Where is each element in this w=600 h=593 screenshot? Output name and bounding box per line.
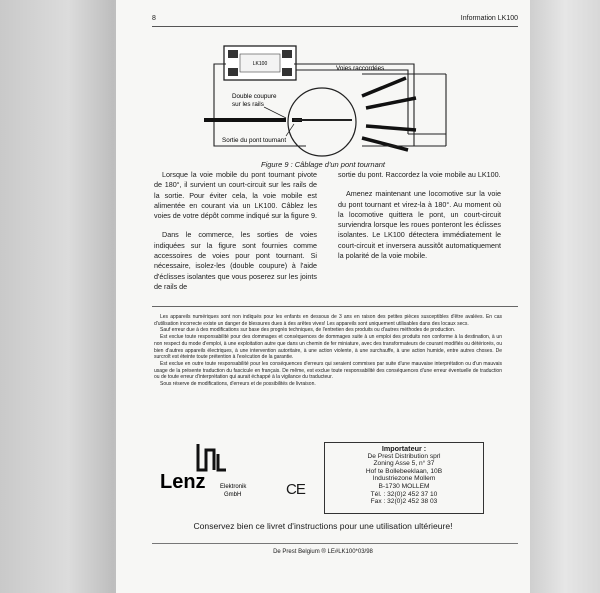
legal-note: Est exclue toute responsabilité pour des dommages et conséquences de dommages suite à un emploi des produits non conforme à la destination, à un non respect du mode d'emploi, à une exploitation autre que dans un chemin de fer miniature, avec des transformateurs de courant modifiés ou détériorés, ou bien d'autres appareils électriques, à une intervention autoritaire, à une action violente, à une surchauffe, à une action humide, entre autres choses. De surcroît est éteinte toute prétention à l'exécution de la garantie. (154, 334, 502, 361)
body-paragraph: Amenez maintenant une locomotive sur la voie du pont tournant et virez-la à 180°. Au moment où la locomotive quittera le pont, un court-circuit surviendra lorsque les roues ponteront les éclisses isolantes. Le LK100 détectera immédiatement le court-circuit et inversera aussitôt automatiquement la polarité de la voie mobile. (338, 189, 501, 261)
lenz-logo (158, 442, 258, 502)
label-double-gap: Double coupure (232, 93, 277, 100)
module-label: LK100 (252, 61, 268, 67)
body-paragraph: Dans le commerce, les sorties de voies indiquées sur la figure sont fournies comme accessoires de voies pour pont tournant. Si nécessaire, isolez-les (double coupure) à l'aide d'éclisses isolantes que vous poserez sur les joints de rails de (154, 230, 317, 291)
figure-caption: Figure 9 : Câblage d'un pont tournant (260, 160, 386, 169)
keep-notice: Conservez bien ce livret d'instructions pour une utilisation ultérieure! (193, 521, 453, 531)
logo-brand: Lenz (160, 471, 206, 493)
body-column-left (154, 170, 318, 291)
importer-line: Hof te Bollebeeklaan, 10B (365, 467, 443, 475)
footer-text: De Prest Belgium ® LE#LK100*03/98 (273, 549, 373, 555)
body-paragraph: sortie du pont. Raccordez la voie mobile au LK100. (338, 170, 501, 179)
section-rule (152, 306, 518, 307)
body-paragraph: Lorsque la voie mobile du pont tournant pivote de 180°, il survient un court-circuit sur les rails de la sortie. Pour éviter cela, la voie mobile est alimentée en courant via un LK100. Câblez les voies de votre dépôt comme indiqué sur la figure 9. (154, 170, 318, 221)
importer-box (324, 442, 484, 514)
document-page (116, 0, 530, 593)
importer-title: Importateur : (381, 444, 427, 453)
legal-note: Sauf erreur due à des modifications sur base des progrès techniques, de l'entretien des produits ou d'autres méthodes de production. (160, 327, 456, 334)
importer-line: Zoning Asse 5, n° 37 (373, 460, 435, 468)
scan-margin-left (0, 0, 114, 593)
scan-margin-right (530, 0, 600, 593)
ce-mark: CE (286, 481, 305, 498)
label-exit: Sortie du pont tournant (222, 137, 287, 144)
header-title: Information LK100 (460, 15, 518, 22)
header-rule (152, 26, 518, 27)
legal-notes (154, 314, 502, 388)
label-connected: Voies raccordées (336, 65, 385, 72)
logo-line2: GmbH (224, 492, 242, 498)
body-column-right (338, 170, 501, 270)
legal-note: Est exclue en outre toute responsabilité pour les conséquences d'erreurs qui seraient commises par suite d'une mauvaise interprétation ou d'un mauvais usage de la présente traduction du fascicule en français. De même, est exclue toute responsabilité des conséquences d'une erreur éventuelle de traduction ou de toute erreur d'interprétation qui aurait échappé à la vigilance du traducteur. (154, 360, 502, 381)
turntable-wiring-figure (116, 34, 530, 164)
footer-rule (152, 543, 518, 544)
legal-note: Les appareils numériques sont non indiqués pour les enfants en dessous de 3 ans en raison des petites pièces susceptibles d'être avalées. En cas d'utilisation incorrecte existe un danger de blessures dues à des arêtes vives! Les appareils sont uniquement utilisables dans des locaux secs. (154, 314, 502, 327)
importer-line: De Prest Distribution sprl (367, 452, 441, 460)
logo-line1: Elektronik (220, 484, 247, 490)
page-number: 8 (152, 15, 156, 22)
importer-line: B-1730 MOLLEM (378, 482, 430, 490)
legal-note: Sous réserve de modifications, d'erreurs et de possibilités de livraison. (160, 381, 316, 388)
importer-line: Fax : 32(0)2 452 38 03 (370, 498, 438, 506)
importer-line: Tél. : 32(0)2 452 37 10 (370, 490, 438, 498)
importer-line: Industriezone Mollem (372, 475, 436, 483)
label-on-rails: sur les rails (232, 101, 264, 108)
lk100-module (224, 46, 296, 80)
